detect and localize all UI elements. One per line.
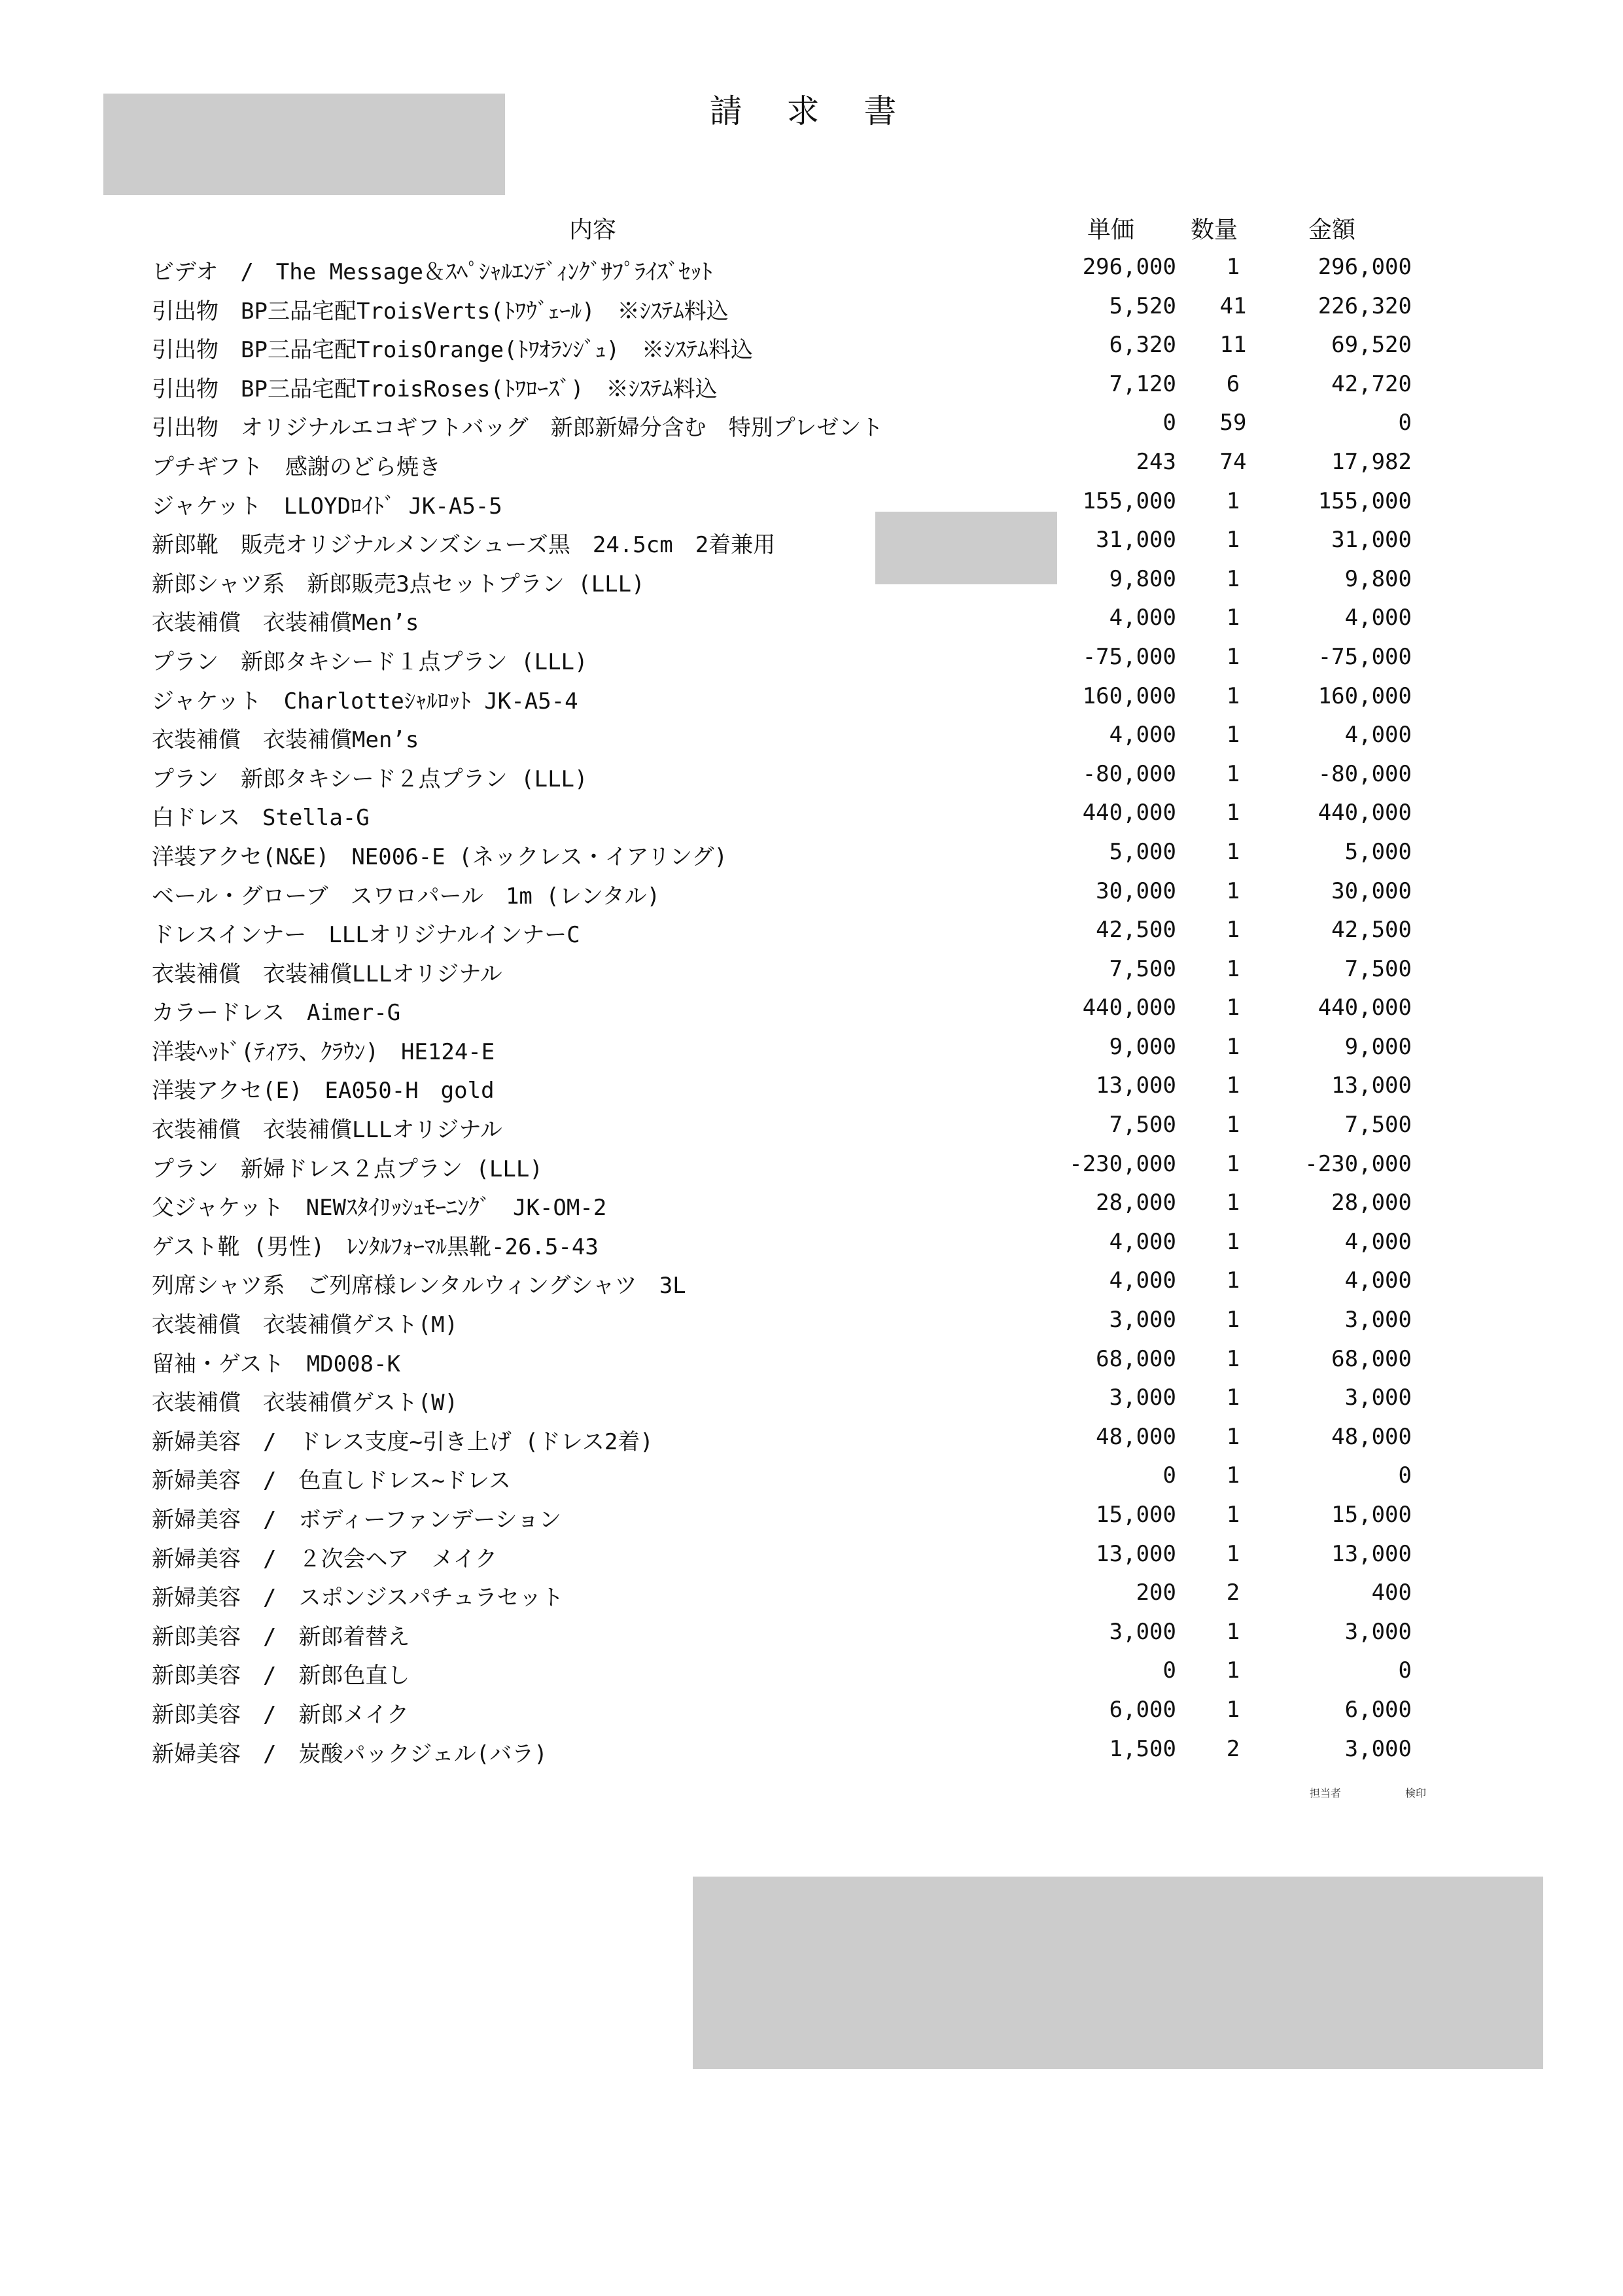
item-unit-price: -75,000: [1082, 643, 1176, 670]
item-amount: 296,000: [1318, 254, 1412, 280]
item-quantity: 1: [1226, 1385, 1240, 1411]
item-description: 新郎靴 販売オリジナルメンズシューズ黒 24.5cm 2着兼用: [152, 532, 776, 559]
table-row: [0, 834, 1623, 873]
item-unit-price: 7,500: [1109, 1112, 1176, 1139]
item-quantity: 1: [1226, 1540, 1240, 1567]
item-quantity: 1: [1226, 1502, 1240, 1528]
item-unit-price: 155,000: [1082, 487, 1176, 514]
item-description: ジャケット LLOYDﾛｲﾄﾞ JK-A5-5: [152, 493, 502, 520]
item-amount: 5,000: [1344, 838, 1412, 865]
item-description: 新郎美容 / 新郎メイク: [152, 1701, 410, 1728]
table-row: [0, 1691, 1623, 1731]
item-amount: 4,000: [1344, 722, 1412, 749]
item-description: 衣装補償 衣装補償ゲスト(W): [152, 1390, 459, 1417]
item-quantity: 1: [1226, 760, 1240, 787]
table-row: [0, 1146, 1623, 1185]
item-amount: 3,000: [1344, 1618, 1412, 1645]
table-row: [0, 873, 1623, 912]
item-unit-price: 3,000: [1109, 1385, 1176, 1411]
item-description: 新郎美容 / 新郎色直し: [152, 1663, 410, 1689]
header-description: 内容: [569, 217, 617, 243]
table-row: [0, 483, 1623, 522]
item-amount: 9,000: [1344, 1033, 1412, 1060]
item-quantity: 74: [1219, 448, 1247, 475]
item-description: 新婦美容 / ２次会ヘア メイク: [152, 1545, 498, 1572]
table-row: [0, 1574, 1623, 1614]
item-amount: 69,520: [1331, 332, 1412, 359]
item-quantity: 1: [1226, 1072, 1240, 1099]
item-amount: 9,800: [1344, 565, 1412, 592]
item-unit-price: 3,000: [1109, 1307, 1176, 1333]
item-amount: 30,000: [1331, 877, 1412, 904]
item-amount: 42,500: [1331, 917, 1412, 944]
item-unit-price: 15,000: [1096, 1502, 1176, 1528]
table-row: [0, 1262, 1623, 1301]
header-amount: 金額: [1308, 217, 1356, 243]
item-quantity: 1: [1226, 955, 1240, 982]
item-quantity: 1: [1226, 1267, 1240, 1294]
item-unit-price: 9,000: [1109, 1033, 1176, 1060]
table-row: [0, 1029, 1623, 1068]
header-unit-price: 単価: [1087, 217, 1135, 243]
item-unit-price: 6,320: [1109, 332, 1176, 359]
item-quantity: 1: [1226, 254, 1240, 280]
item-unit-price: 4,000: [1109, 722, 1176, 749]
item-description: 留袖・ゲスト MD008-K: [152, 1351, 400, 1377]
table-row: [0, 951, 1623, 990]
item-unit-price: 0: [1162, 1657, 1176, 1684]
item-quantity: 41: [1219, 292, 1247, 319]
item-amount: 440,000: [1318, 995, 1412, 1021]
item-amount: 3,000: [1344, 1735, 1412, 1762]
item-description: プラン 新郎タキシード１点プラン (LLL): [152, 648, 588, 675]
item-quantity: 1: [1226, 1190, 1240, 1216]
item-quantity: 1: [1226, 1112, 1240, 1139]
item-unit-price: -230,000: [1069, 1150, 1176, 1177]
item-unit-price: 0: [1162, 410, 1176, 436]
item-quantity: 59: [1219, 410, 1247, 436]
item-amount: 0: [1398, 1657, 1412, 1684]
item-amount: -75,000: [1318, 643, 1412, 670]
item-unit-price: 6,000: [1109, 1696, 1176, 1723]
item-quantity: 1: [1226, 917, 1240, 944]
item-description: 衣装補償 衣装補償Men’s: [152, 727, 419, 754]
table-row: [0, 1341, 1623, 1380]
item-amount: 0: [1398, 410, 1412, 436]
item-unit-price: 5,000: [1109, 838, 1176, 865]
item-description: ベール・グローブ スワロパール 1m (レンタル): [152, 883, 661, 910]
item-description: 引出物 BP三品宅配TroisOrange(ﾄﾜｵﾗﾝｼﾞｭ) ※ｼｽﾃﾑ料込: [152, 337, 754, 364]
item-description: プラン 新婦ドレス２点プラン (LLL): [152, 1156, 543, 1182]
document-title: 請 求 書: [709, 92, 914, 130]
item-description: ドレスインナー LLLオリジナルインナーC: [152, 922, 580, 949]
item-amount: 15,000: [1331, 1502, 1412, 1528]
item-unit-price: 4,000: [1109, 1267, 1176, 1294]
item-unit-price: 0: [1162, 1462, 1176, 1489]
item-amount: 160,000: [1318, 682, 1412, 709]
table-row: [0, 1496, 1623, 1536]
table-row: [0, 1536, 1623, 1575]
item-amount: 4,000: [1344, 1267, 1412, 1294]
table-row: [0, 756, 1623, 795]
item-amount: 48,000: [1331, 1423, 1412, 1450]
item-description: 引出物 BP三品宅配TroisRoses(ﾄﾜﾛｰｽﾞ) ※ｼｽﾃﾑ料込: [152, 376, 718, 402]
stamp-label-staff: 担当者: [1310, 1787, 1342, 1799]
item-description: 衣装補償 衣装補償ゲスト(M): [152, 1312, 459, 1339]
item-amount: -80,000: [1318, 760, 1412, 787]
item-quantity: 2: [1226, 1580, 1240, 1606]
item-description: 洋装ﾍｯﾄﾞ(ﾃｨｱﾗ、ｸﾗｳﾝ) HE124-E: [152, 1038, 495, 1065]
item-description: 洋装アクセ(N&E) NE006-E (ネックレス・イアリング): [152, 843, 727, 870]
item-amount: 155,000: [1318, 487, 1412, 514]
item-amount: 42,720: [1331, 370, 1412, 397]
table-row: [0, 1731, 1623, 1770]
table-row: [0, 1457, 1623, 1496]
item-unit-price: 48,000: [1096, 1423, 1176, 1450]
table-row: [0, 1419, 1623, 1458]
item-quantity: 1: [1226, 565, 1240, 592]
item-amount: 7,500: [1344, 1112, 1412, 1139]
item-quantity: 2: [1226, 1735, 1240, 1762]
item-unit-price: 296,000: [1082, 254, 1176, 280]
item-amount: 6,000: [1344, 1696, 1412, 1723]
item-quantity: 6: [1226, 370, 1240, 397]
item-quantity: 1: [1226, 1657, 1240, 1684]
table-row: [0, 404, 1623, 444]
item-description: 衣装補償 衣装補償LLLオリジナル: [152, 1117, 502, 1144]
item-quantity: 1: [1226, 643, 1240, 670]
item-quantity: 1: [1226, 1618, 1240, 1645]
item-quantity: 1: [1226, 800, 1240, 826]
item-unit-price: 440,000: [1082, 800, 1176, 826]
table-row: [0, 678, 1623, 717]
item-amount: 28,000: [1331, 1190, 1412, 1216]
item-description: 白ドレス Stella-G: [152, 805, 370, 832]
item-amount: 4,000: [1344, 1228, 1412, 1255]
item-description: 引出物 オリジナルエコギフトバッグ 新郎新婦分含む 特別プレゼント: [152, 415, 884, 442]
item-unit-price: 160,000: [1082, 682, 1176, 709]
item-unit-price: 9,800: [1109, 565, 1176, 592]
item-description: 新郎美容 / 新郎着替え: [152, 1623, 410, 1650]
item-description: プチギフト 感謝のどら焼き: [152, 453, 441, 480]
table-row: [0, 249, 1623, 288]
item-description: カラードレス Aimer-G: [152, 1000, 401, 1027]
item-quantity: 1: [1226, 877, 1240, 904]
table-row: [0, 794, 1623, 834]
table-row: [0, 716, 1623, 756]
item-description: ジャケット Charlotteｼｬﾙﾛｯﾄ JK-A5-4: [152, 688, 578, 715]
item-quantity: 11: [1219, 332, 1247, 359]
header-quantity: 数量: [1191, 217, 1238, 243]
item-amount: 3,000: [1344, 1385, 1412, 1411]
table-row: [0, 444, 1623, 483]
item-unit-price: 68,000: [1096, 1345, 1176, 1372]
item-description: 衣装補償 衣装補償LLLオリジナル: [152, 961, 502, 987]
item-quantity: 1: [1226, 605, 1240, 631]
table-row: [0, 911, 1623, 951]
table-row: [0, 521, 1623, 561]
item-quantity: 1: [1226, 682, 1240, 709]
item-description: プラン 新郎タキシード２点プラン (LLL): [152, 766, 588, 792]
item-amount: -230,000: [1304, 1150, 1412, 1177]
table-row: [0, 561, 1623, 600]
item-unit-price: 31,000: [1096, 527, 1176, 554]
item-amount: 226,320: [1318, 292, 1412, 319]
item-description: 衣装補償 衣装補償Men’s: [152, 610, 419, 637]
line-items-table: [0, 249, 1623, 1769]
item-description: 新婦美容 / スポンジスパチュラセット: [152, 1585, 564, 1612]
table-row: [0, 1106, 1623, 1146]
item-description: 新郎シャツ系 新郎販売3点セットプラン (LLL): [152, 571, 645, 597]
redacted-block-bottom: [693, 1877, 1543, 2069]
item-amount: 400: [1371, 1580, 1412, 1606]
item-quantity: 1: [1226, 1033, 1240, 1060]
item-description: 父ジャケット NEWｽﾀｲﾘｯｼｭﾓｰﾆﾝｸﾞ JK-OM-2: [152, 1195, 607, 1222]
item-unit-price: 42,500: [1096, 917, 1176, 944]
item-unit-price: 4,000: [1109, 605, 1176, 631]
item-description: 新婦美容 / ボディーファンデーション: [152, 1507, 562, 1533]
table-row: [0, 1301, 1623, 1341]
item-quantity: 1: [1226, 838, 1240, 865]
table-row: [0, 1379, 1623, 1419]
item-unit-price: 243: [1136, 448, 1176, 475]
item-quantity: 1: [1226, 1345, 1240, 1372]
item-quantity: 1: [1226, 1150, 1240, 1177]
item-amount: 13,000: [1331, 1540, 1412, 1567]
item-unit-price: 13,000: [1096, 1072, 1176, 1099]
item-description: 列席シャツ系 ご列席様レンタルウィングシャツ 3L: [152, 1273, 686, 1299]
item-unit-price: 7,120: [1109, 370, 1176, 397]
table-row: [0, 1224, 1623, 1263]
item-unit-price: 3,000: [1109, 1618, 1176, 1645]
table-row: [0, 639, 1623, 678]
item-quantity: 1: [1226, 487, 1240, 514]
item-quantity: 1: [1226, 1228, 1240, 1255]
table-row: [0, 1184, 1623, 1224]
item-unit-price: 7,500: [1109, 955, 1176, 982]
item-amount: 13,000: [1331, 1072, 1412, 1099]
table-row: [0, 989, 1623, 1029]
item-quantity: 1: [1226, 1307, 1240, 1333]
item-unit-price: 440,000: [1082, 995, 1176, 1021]
stamp-label-check: 検印: [1405, 1787, 1427, 1799]
item-description: 新婦美容 / 色直しドレス~ドレス: [152, 1468, 511, 1494]
table-row: [0, 366, 1623, 405]
item-amount: 17,982: [1331, 448, 1412, 475]
item-amount: 440,000: [1318, 800, 1412, 826]
item-quantity: 1: [1226, 722, 1240, 749]
item-unit-price: 1,500: [1109, 1735, 1176, 1762]
item-unit-price: -80,000: [1082, 760, 1176, 787]
item-amount: 31,000: [1331, 527, 1412, 554]
item-description: ゲスト靴 (男性) ﾚﾝﾀﾙﾌｫｰﾏﾙ黒靴-26.5-43: [152, 1233, 599, 1260]
table-row: [0, 288, 1623, 327]
item-amount: 4,000: [1344, 605, 1412, 631]
item-unit-price: 28,000: [1096, 1190, 1176, 1216]
item-unit-price: 4,000: [1109, 1228, 1176, 1255]
item-description: 引出物 BP三品宅配TroisVerts(ﾄﾜｳﾞｪｰﾙ) ※ｼｽﾃﾑ料込: [152, 298, 729, 325]
item-unit-price: 13,000: [1096, 1540, 1176, 1567]
table-row: [0, 1614, 1623, 1653]
table-row: [0, 599, 1623, 639]
item-description: 洋装アクセ(E) EA050-H gold: [152, 1078, 495, 1104]
table-row: [0, 1067, 1623, 1106]
table-row: [0, 1652, 1623, 1691]
item-quantity: 1: [1226, 1423, 1240, 1450]
item-description: ビデオ / The Message＆ｽﾍﾟｼｬﾙｴﾝﾃﾞｨﾝｸﾞｻﾌﾟﾗｲｽﾞｾｯﾄ: [152, 259, 712, 285]
item-quantity: 1: [1226, 527, 1240, 554]
item-amount: 7,500: [1344, 955, 1412, 982]
item-unit-price: 5,520: [1109, 292, 1176, 319]
item-amount: 0: [1398, 1462, 1412, 1489]
table-row: [0, 327, 1623, 366]
item-amount: 68,000: [1331, 1345, 1412, 1372]
item-quantity: 1: [1226, 1696, 1240, 1723]
item-unit-price: 200: [1136, 1580, 1176, 1606]
item-amount: 3,000: [1344, 1307, 1412, 1333]
item-description: 新婦美容 / 炭酸パックジェル(バラ): [152, 1740, 548, 1767]
item-quantity: 1: [1226, 995, 1240, 1021]
item-quantity: 1: [1226, 1462, 1240, 1489]
item-unit-price: 30,000: [1096, 877, 1176, 904]
item-description: 新婦美容 / ドレス支度~引き上げ (ドレス2着): [152, 1428, 654, 1455]
